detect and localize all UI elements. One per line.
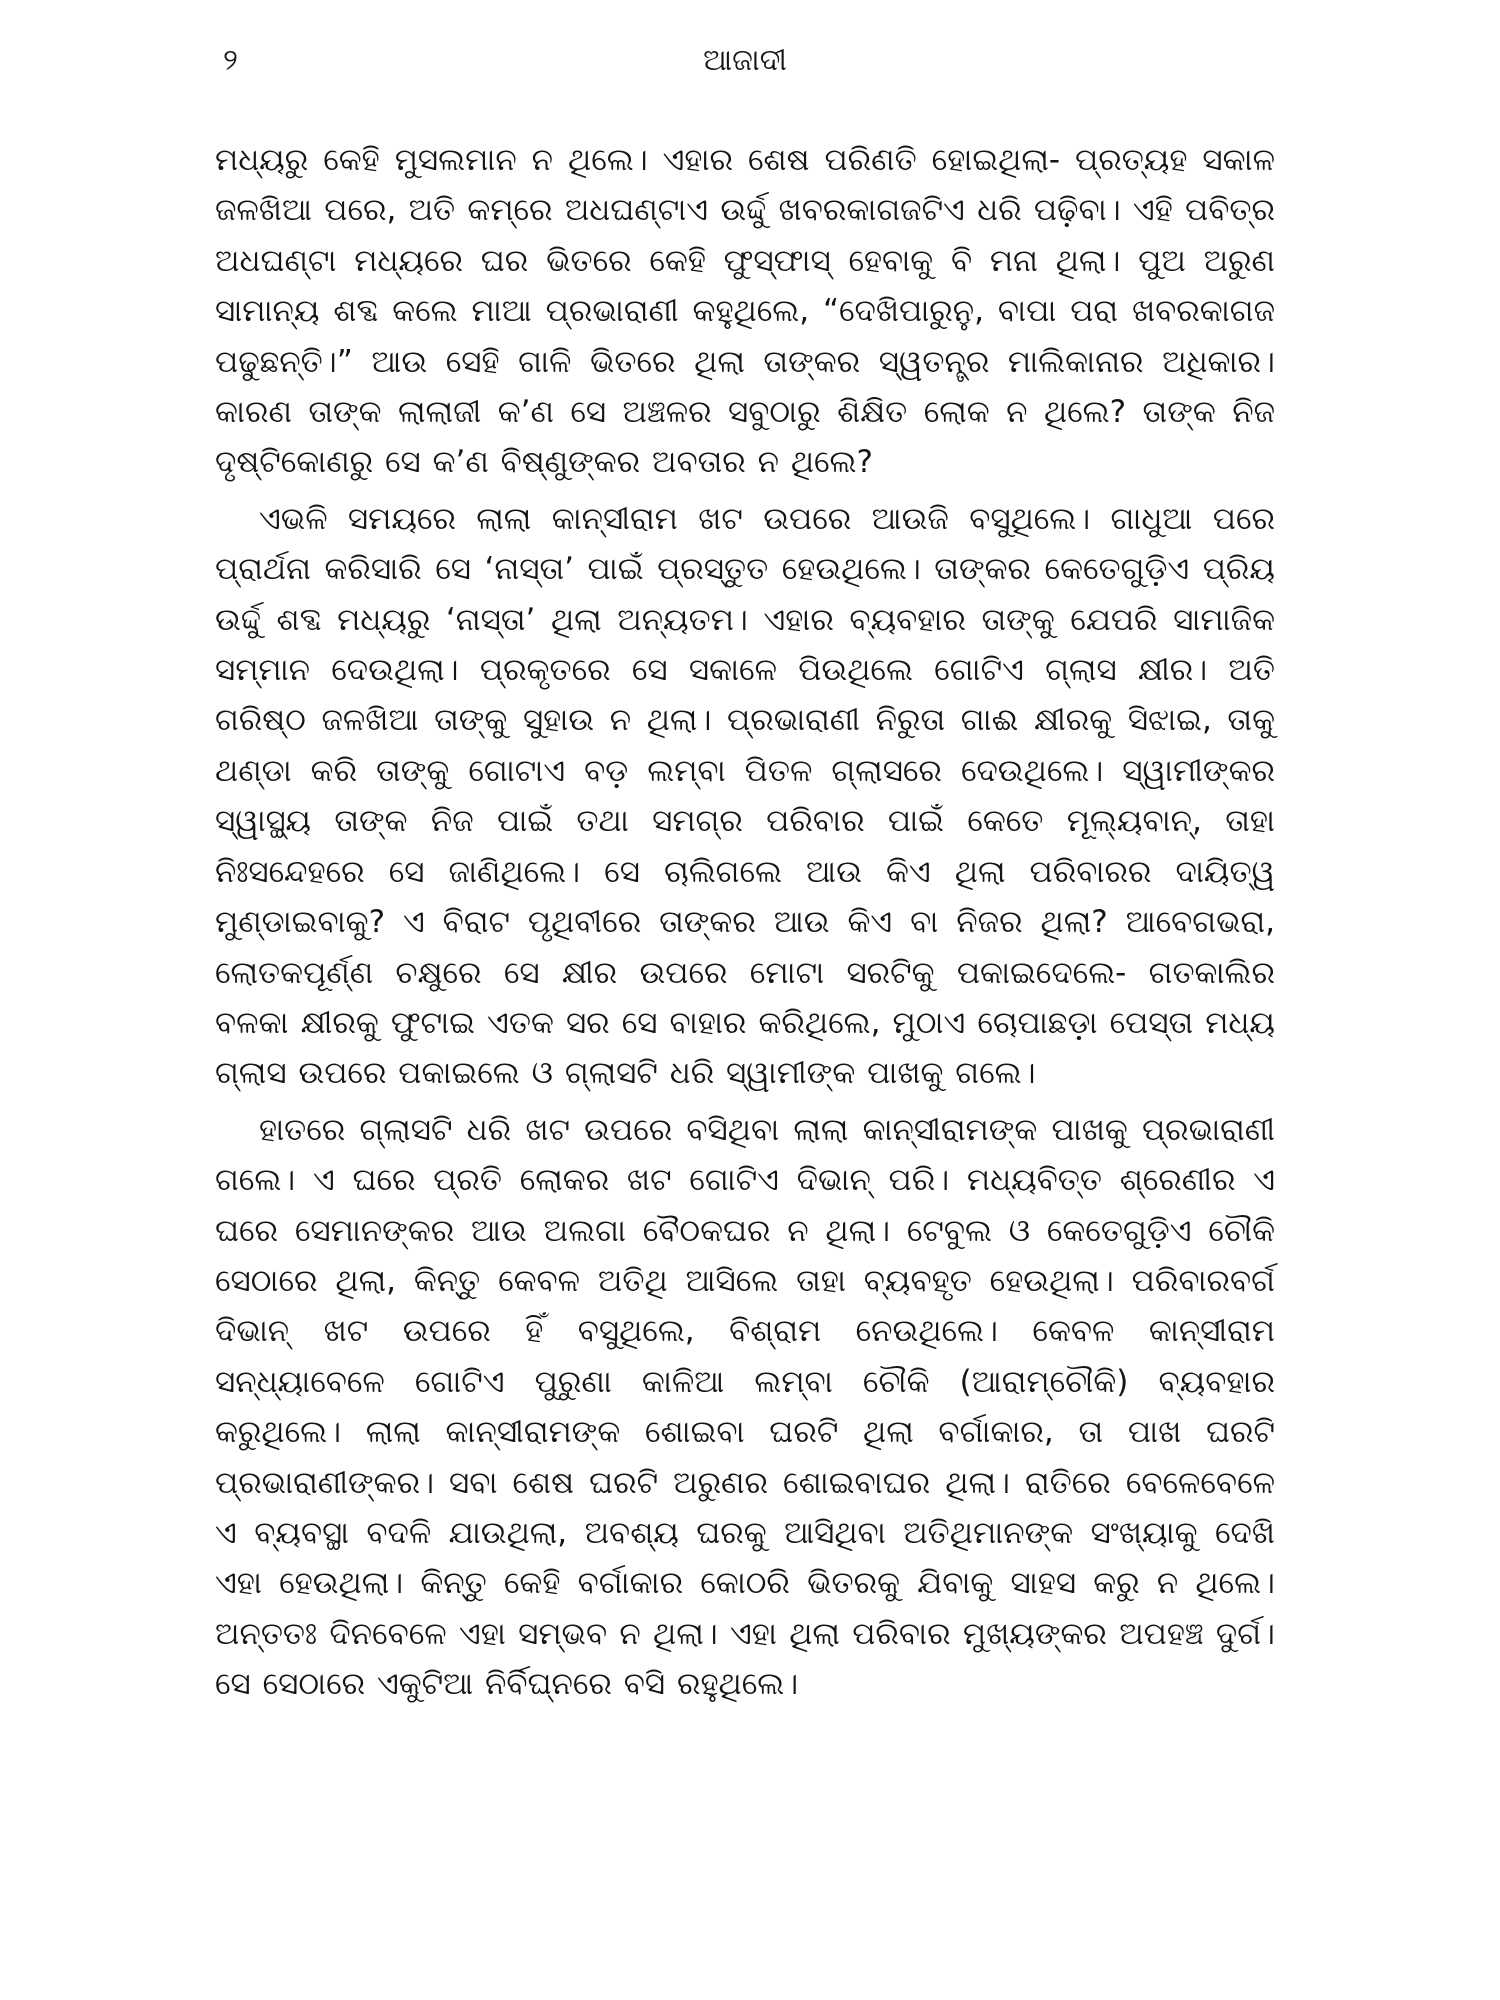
paragraph-2: ଏଭଳି ସମୟରେ ଲାଲା କାନ୍‌ସୀରାମ ଖଟ ଉପରେ ଆଉଜି ବସୁଥିଲେ। ଗାଧୁଆ ପରେ ପ୍ରାର୍ଥନା କରିସାରି ସେ ‘ନାସ୍ତା’ ପାଇଁ ପ୍ରସ୍ତୁତ ହେଉଥିଲେ। ତାଙ୍କର କେତେଗୁଡ଼ିଏ ପ୍ରିୟ ଉର୍ଦ୍ଦୁ ଶବ୍ଦ ମଧ୍ୟରୁ ‘ନାସ୍ତା’ ଥିଲା ଅନ୍ୟତମ। ଏହାର ବ୍ୟବହାର ତାଙ୍କୁ ଯେପରି ସାମାଜିକ ସମ୍ମାନ ଦେଉଥିଲା। ପ୍ରକୃତରେ ସେ ସକାଳେ ପିଉଥିଲେ ଗୋଟିଏ ଗ୍ଲାସ କ୍ଷୀର। ଅତି ଗରିଷ୍ଠ ଜଳଖିଆ ତାଙ୍କୁ ସୁହାଉ ନ ଥିଲା। ପ୍ରଭାରାଣୀ ନିରୁତା ଗାଈ କ୍ଷୀରକୁ ସିଝାଇ, ତାକୁ ଥଣ୍ଡା କରି ତାଙ୍କୁ ଗୋଟାଏ ବଡ଼ ଲମ୍ବା ପିତଳ ଗ୍ଲାସରେ ଦେଉଥିଲେ। ସ୍ୱାମୀଙ୍କର ସ୍ୱାସ୍ଥ୍ୟ ତାଙ୍କ ନିଜ ପାଇଁ ତଥା ସମଗ୍ର ପରିବାର ପାଇଁ କେତେ ମୂଲ୍ୟବାନ୍, ତାହା ନିଃସନ୍ଦେହରେ ସେ ଜାଣିଥିଲେ। ସେ ଚାଲିଗଲେ ଆଉ କିଏ ଥିଲା ପରିବାରର ଦାୟିତ୍ୱ ମୁଣ୍ଡାଇବାକୁ? ଏ ବିରାଟ ପୃଥିବୀରେ ତାଙ୍କର ଆଉ କିଏ ବା ନିଜର ଥିଲା? ଆବେଗଭରା, ଲୋତକପୂର୍ଣ୍ଣ ଚକ୍ଷୁରେ ସେ କ୍ଷୀର ଉପରେ ମୋଟା ସରଟିକୁ ପକାଇଦେଲେ- ଗତକାଲିର ବଳକା କ୍ଷୀରକୁ ଫୁଟାଇ ଏତକ ସର ସେ ବାହାର କରିଥିଲେ, ମୁଠାଏ ଚୋପାଛଡ଼ା ପେସ୍ତା ମଧ୍ୟ ଗ୍ଲାସ ଉପରେ ପକାଇଲେ ଓ ଗ୍ଲାସଟି ଧରି ସ୍ୱାମୀଙ୍କ ପାଖକୁ ଗଲେ।: [215, 500, 1275, 1092]
page-number: ୨: [223, 43, 238, 78]
page-header: [215, 36, 1275, 86]
running-title: ଆଜାଦୀ: [703, 43, 787, 78]
body-text: [215, 135, 1275, 1716]
paragraph-3: ହାତରେ ଗ୍ଲାସଟି ଧରି ଖଟ ଉପରେ ବସିଥିବା ଲାଲା କାନ୍‌ସୀରାମଙ୍କ ପାଖକୁ ପ୍ରଭାରାଣୀ ଗଲେ। ଏ ଘରେ ପ୍ରତି ଲୋକର ଖଟ ଗୋଟିଏ ଦିଭାନ୍ ପରି। ମଧ୍ୟବିତ୍ତ ଶ୍ରେଣୀର ଏ ଘରେ ସେମାନଙ୍କର ଆଉ ଅଲଗା ବୈଠକଘର ନ ଥିଲା। ଟେବୁଲ ଓ କେତେଗୁଡ଼ିଏ ଚୌକି ସେଠାରେ ଥିଲା, କିନ୍ତୁ କେବଳ ଅତିଥି ଆସିଲେ ତାହା ବ୍ୟବହୃତ ହେଉଥିଲା। ପରିବାରବର୍ଗ ଦିଭାନ୍ ଖଟ ଉପରେ ହିଁ ବସୁଥିଲେ, ବିଶ୍ରାମ ନେଉଥିଲେ। କେବଳ କାନ୍‌ସୀରାମ ସନ୍ଧ୍ୟାବେଳେ ଗୋଟିଏ ପୁରୁଣା କାଳିଆ ଲମ୍ବା ଚୌକି (ଆରାମ୍‌ଚୌକି) ବ୍ୟବହାର କରୁଥିଲେ। ଲାଲା କାନ୍‌ସୀରାମଙ୍କ ଶୋଇବା ଘରଟି ଥିଲା ବର୍ଗାକାର, ତା ପାଖ ଘରଟି ପ୍ରଭାରାଣୀଙ୍କର। ସବା ଶେଷ ଘରଟି ଅରୁଣର ଶୋଇବାଘର ଥିଲା। ରାତିରେ ବେଳେବେଳେ ଏ ବ୍ୟବସ୍ଥା ବଦଳି ଯାଉଥିଲା, ଅବଶ୍ୟ ଘରକୁ ଆସିଥିବା ଅତିଥିମାନଙ୍କ ସଂଖ୍ୟାକୁ ଦେଖି ଏହା ହେଉଥିଲା। କିନ୍ତୁ କେହି ବର୍ଗାକାର କୋଠରି ଭିତରକୁ ଯିବାକୁ ସାହସ କରୁ ନ ଥିଲେ। ଅନ୍ତତଃ ଦିନବେଳେ ଏହା ସମ୍ଭବ ନ ଥିଲା। ଏହା ଥିଲା ପରିବାର ମୁଖ୍ୟଙ୍କର ଅପହଞ୍ଚ ଦୁର୍ଗ। ସେ ସେଠାରେ ଏକୁଟିଆ ନିର୍ବିଘ୍ନରେ ବସି ରହୁଥିଲେ।: [215, 1111, 1275, 1703]
paragraph-1: ମଧ୍ୟରୁ କେହି ମୁସଲମାନ ନ ଥିଲେ। ଏହାର ଶେଷ ପରିଣତି ହୋଇଥିଲା- ପ୍ରତ୍ୟହ ସକାଳ ଜଳଖିଆ ପରେ, ଅତି କମ୍‌ରେ ଅଧଘଣ୍ଟାଏ ଉର୍ଦ୍ଦୁ ଖବରକାଗଜଟିଏ ଧରି ପଢ଼ିବା। ଏହି ପବିତ୍ର ଅଧଘଣ୍ଟା ମଧ୍ୟରେ ଘର ଭିତରେ କେହି ଫୁସ୍‌ଫାସ୍ ହେବାକୁ ବି ମନା ଥିଲା। ପୁଅ ଅରୁଣ ସାମାନ୍ୟ ଶବ୍ଦ କଲେ ମାଆ ପ୍ରଭାରାଣୀ କହୁଥିଲେ, “ଦେଖିପାରୁନୁ, ବାପା ପରା ଖବରକାଗଜ ପଢୁଛନ୍ତି।” ଆଉ ସେହି ଗାଳି ଭିତରେ ଥିଲା ତାଙ୍କର ସ୍ୱତନ୍ତ୍ର ମାଲିକାନାର ଅଧିକାର। କାରଣ ତାଙ୍କ ଲାଲାଜୀ କ’ଣ ସେ ଅଞ୍ଚଳର ସବୁଠାରୁ ଶିକ୍ଷିତ ଲୋକ ନ ଥିଲେ? ତାଙ୍କ ନିଜ ଦୃଷ୍ଟିକୋଣରୁ ସେ କ’ଣ ବିଷ୍ଣୁଙ୍କର ଅବତାର ନ ଥିଲେ?: [215, 142, 1275, 481]
